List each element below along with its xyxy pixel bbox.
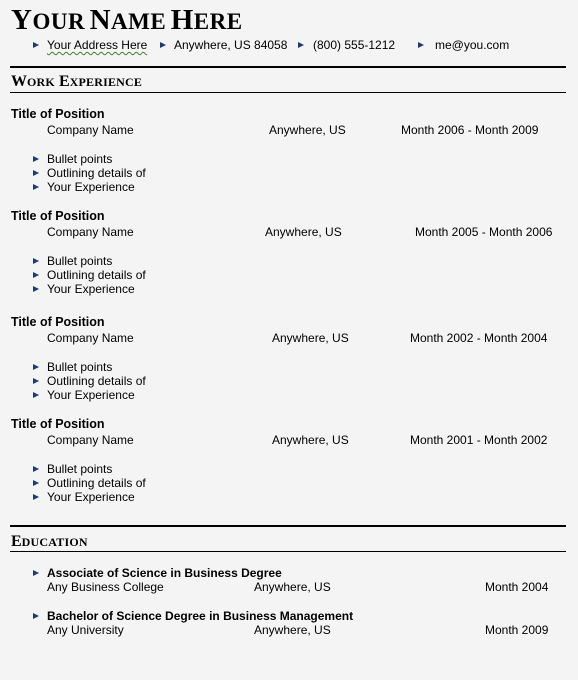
education-degree: Associate of Science in Business Degree (47, 566, 282, 580)
arrow-bullet-icon (33, 258, 39, 264)
section-rule (10, 66, 566, 68)
contact-address: Your Address Here (47, 38, 148, 52)
arrow-bullet-icon (33, 378, 39, 384)
job-bullet: Outlining details of (47, 476, 146, 490)
contact-city: Anywhere, US 84058 (174, 38, 288, 52)
job-bullet: Your Experience (47, 282, 135, 296)
job-location: Anywhere, US (272, 331, 349, 345)
job-bullet: Outlining details of (47, 166, 146, 180)
job-bullet: Bullet points (47, 152, 113, 166)
job-title: Title of Position (11, 315, 105, 329)
job-title: Title of Position (11, 417, 105, 431)
job-title: Title of Position (11, 107, 105, 121)
education-date: Month 2009 (485, 623, 549, 637)
job-location: Anywhere, US (265, 225, 342, 239)
arrow-bullet-icon (298, 42, 304, 48)
arrow-bullet-icon (33, 480, 39, 486)
work-experience-heading: WORK EXPERIENCE (11, 73, 143, 90)
job-bullet: Bullet points (47, 462, 113, 476)
education-school: Any University (47, 623, 124, 637)
job-company: Company Name (47, 433, 134, 447)
arrow-bullet-icon (33, 286, 39, 292)
job-location: Anywhere, US (272, 433, 349, 447)
job-bullet: Outlining details of (47, 374, 146, 388)
job-title: Title of Position (11, 209, 105, 223)
arrow-bullet-icon (33, 613, 39, 619)
job-bullet: Your Experience (47, 180, 135, 194)
job-company: Company Name (47, 123, 134, 137)
job-dates: Month 2005 - Month 2006 (415, 225, 553, 239)
education-location: Anywhere, US (254, 580, 331, 594)
education-school: Any Business College (47, 580, 164, 594)
contact-email: me@you.com (435, 38, 510, 52)
section-rule (10, 525, 566, 527)
education-location: Anywhere, US (254, 623, 331, 637)
arrow-bullet-icon (33, 156, 39, 162)
arrow-bullet-icon (418, 42, 424, 48)
arrow-bullet-icon (33, 272, 39, 278)
job-bullet: Bullet points (47, 360, 113, 374)
arrow-bullet-icon (33, 184, 39, 190)
arrow-bullet-icon (33, 392, 39, 398)
job-dates: Month 2001 - Month 2002 (410, 433, 548, 447)
job-bullet: Bullet points (47, 254, 113, 268)
education-date: Month 2004 (485, 580, 549, 594)
arrow-bullet-icon (160, 42, 166, 48)
section-rule (10, 551, 566, 552)
education-heading: EDUCATION (11, 533, 88, 550)
job-bullet: Your Experience (47, 388, 135, 402)
job-dates: Month 2002 - Month 2004 (410, 331, 548, 345)
arrow-bullet-icon (33, 42, 39, 48)
job-bullet: Your Experience (47, 490, 135, 504)
job-company: Company Name (47, 331, 134, 345)
arrow-bullet-icon (33, 364, 39, 370)
job-location: Anywhere, US (269, 123, 346, 137)
contact-phone: (800) 555-1212 (313, 38, 396, 52)
job-bullet: Outlining details of (47, 268, 146, 282)
education-degree: Bachelor of Science Degree in Business Management (47, 609, 354, 623)
job-dates: Month 2006 - Month 2009 (401, 123, 539, 137)
arrow-bullet-icon (33, 494, 39, 500)
arrow-bullet-icon (33, 466, 39, 472)
section-rule (10, 92, 566, 93)
resume-name: YOUR NAME HERE (11, 4, 243, 36)
arrow-bullet-icon (33, 570, 39, 576)
job-company: Company Name (47, 225, 134, 239)
arrow-bullet-icon (33, 170, 39, 176)
